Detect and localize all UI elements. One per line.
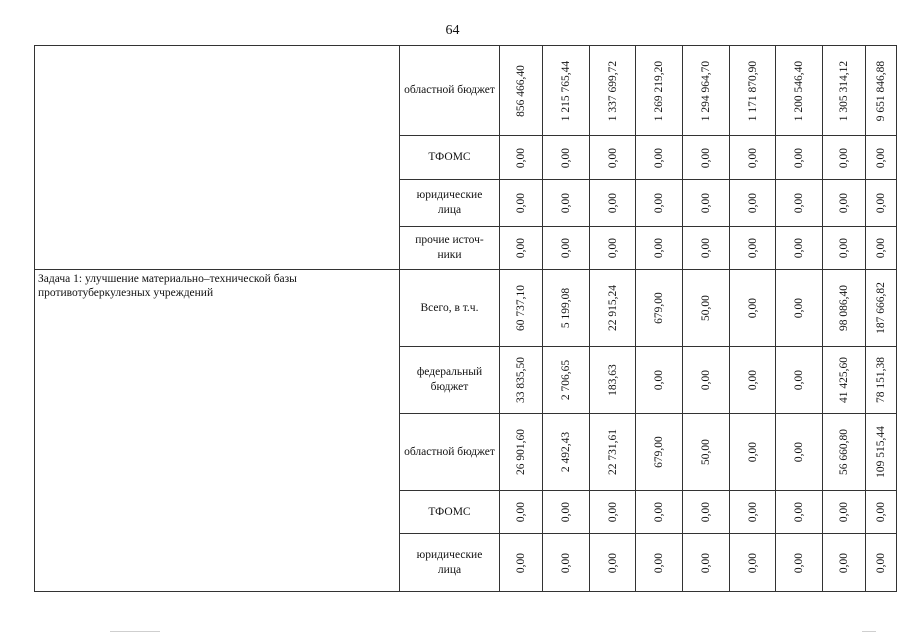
amount-cell <box>823 180 866 227</box>
amount-cell <box>500 347 543 414</box>
task-cell <box>35 46 400 270</box>
amount-cell <box>866 46 897 136</box>
amount-cell <box>500 180 543 227</box>
amount-value: 0,00 <box>653 501 665 523</box>
amount-cell <box>683 414 730 491</box>
amount-cell <box>590 534 636 592</box>
funding-source-cell: областной бюджет <box>400 414 500 491</box>
amount-value: 0,00 <box>515 237 527 259</box>
amount-cell <box>590 227 636 270</box>
amount-value: 1 215 765,44 <box>560 60 572 121</box>
amount-value: 0,00 <box>838 552 850 573</box>
amount-cell <box>683 180 730 227</box>
amount-value: 0,00 <box>793 552 805 573</box>
amount-value: 0,00 <box>746 297 759 319</box>
amount-cell <box>776 347 823 414</box>
amount-value: 0,00 <box>875 501 887 523</box>
amount-cell <box>636 180 683 227</box>
amount-cell <box>776 534 823 592</box>
amount-value: 0,00 <box>606 552 619 573</box>
amount-cell <box>500 534 543 592</box>
amount-value: 78 151,38 <box>875 357 887 403</box>
amount-value: 0,00 <box>560 237 572 259</box>
amount-value: 0,00 <box>875 147 887 168</box>
amount-value: 9 651 846,88 <box>875 60 887 121</box>
amount-value: 0,00 <box>793 369 805 391</box>
amount-value: 0,00 <box>515 552 527 573</box>
amount-cell <box>543 270 590 347</box>
table-row <box>35 46 897 136</box>
amount-value: 0,00 <box>515 147 527 168</box>
amount-value: 0,00 <box>746 237 759 259</box>
amount-cell <box>730 227 776 270</box>
amount-value: 98 086,40 <box>838 285 850 331</box>
amount-cell <box>543 491 590 534</box>
amount-value: 41 425,60 <box>838 357 850 403</box>
amount-value: 0,00 <box>515 192 527 214</box>
page-number: 64 <box>445 23 460 38</box>
amount-value: 183,63 <box>606 364 619 396</box>
amount-cell <box>776 227 823 270</box>
amount-value: 50,00 <box>700 295 712 321</box>
amount-cell <box>683 270 730 347</box>
amount-value: 856 466,40 <box>515 64 527 117</box>
amount-value: 0,00 <box>793 441 805 463</box>
amount-value: 50,00 <box>700 439 712 465</box>
amount-cell <box>866 180 897 227</box>
amount-value: 679,00 <box>653 292 665 324</box>
amount-cell <box>683 491 730 534</box>
amount-cell <box>500 46 543 136</box>
amount-value: 2 492,43 <box>560 431 572 473</box>
funding-source-cell: ТФОМС <box>400 491 500 534</box>
amount-cell <box>730 270 776 347</box>
amount-cell <box>866 414 897 491</box>
funding-source-cell: областной бюджет <box>400 46 500 136</box>
amount-cell <box>730 180 776 227</box>
amount-value: 0,00 <box>700 552 712 573</box>
amount-cell <box>500 414 543 491</box>
amount-value: 1 171 870,90 <box>746 60 759 121</box>
amount-value: 1 200 546,40 <box>793 60 805 121</box>
amount-cell <box>823 227 866 270</box>
amount-cell <box>636 534 683 592</box>
amount-cell <box>590 491 636 534</box>
amount-value: 0,00 <box>746 192 759 214</box>
amount-cell <box>730 491 776 534</box>
amount-cell <box>866 270 897 347</box>
amount-cell <box>543 227 590 270</box>
amount-value: 0,00 <box>515 501 527 523</box>
footer-mark-right <box>862 631 876 632</box>
amount-cell <box>866 534 897 592</box>
task-cell: Задача 1: улучшение материально–технической базы противотуберкулезных учреждений <box>35 270 400 592</box>
funding-source-cell: юридические лица <box>400 180 500 227</box>
amount-value: 0,00 <box>875 552 887 573</box>
amount-cell <box>823 491 866 534</box>
amount-value: 0,00 <box>700 237 712 259</box>
amount-value: 0,00 <box>875 237 887 259</box>
amount-value: 0,00 <box>793 297 805 319</box>
amount-cell <box>776 414 823 491</box>
amount-value: 5 199,08 <box>560 287 572 329</box>
amount-cell <box>683 227 730 270</box>
amount-value: 0,00 <box>560 147 572 168</box>
amount-cell <box>500 136 543 180</box>
amount-cell <box>776 491 823 534</box>
amount-value: 0,00 <box>700 369 712 391</box>
amount-value: 0,00 <box>653 237 665 259</box>
amount-cell <box>543 414 590 491</box>
amount-cell <box>590 180 636 227</box>
amount-cell <box>823 414 866 491</box>
amount-cell <box>776 270 823 347</box>
amount-value: 56 660,80 <box>838 429 850 475</box>
amount-value: 26 901,60 <box>515 429 527 475</box>
amount-cell <box>636 414 683 491</box>
amount-cell <box>636 347 683 414</box>
amount-cell <box>823 270 866 347</box>
amount-cell <box>636 136 683 180</box>
amount-value: 0,00 <box>838 237 850 259</box>
amount-cell <box>823 136 866 180</box>
amount-cell <box>776 46 823 136</box>
amount-cell <box>730 136 776 180</box>
amount-value: 0,00 <box>606 147 619 168</box>
amount-cell <box>866 347 897 414</box>
amount-cell <box>543 534 590 592</box>
amount-cell <box>730 414 776 491</box>
budget-table <box>34 45 897 592</box>
amount-cell <box>866 227 897 270</box>
amount-cell <box>543 46 590 136</box>
funding-source-cell: Всего, в т.ч. <box>400 270 500 347</box>
amount-cell <box>823 534 866 592</box>
amount-cell <box>636 227 683 270</box>
amount-cell <box>683 136 730 180</box>
amount-value: 0,00 <box>838 147 850 168</box>
amount-value: 187 666,82 <box>875 282 887 334</box>
amount-value: 0,00 <box>653 552 665 573</box>
amount-value: 0,00 <box>793 501 805 523</box>
funding-source-cell: федеральный бюджет <box>400 347 500 414</box>
amount-cell <box>590 270 636 347</box>
amount-cell <box>683 534 730 592</box>
funding-source-cell: юридические лица <box>400 534 500 592</box>
amount-value: 1 305 314,12 <box>838 60 850 121</box>
amount-cell <box>543 136 590 180</box>
amount-value: 0,00 <box>746 501 759 523</box>
amount-value: 0,00 <box>793 192 805 214</box>
amount-value: 0,00 <box>875 192 887 214</box>
amount-cell <box>590 46 636 136</box>
amount-value: 0,00 <box>838 192 850 214</box>
footer-mark-left <box>110 631 160 632</box>
amount-value: 60 737,10 <box>515 285 527 331</box>
table-row <box>35 270 897 347</box>
amount-value: 0,00 <box>746 147 759 168</box>
amount-cell <box>866 136 897 180</box>
amount-value: 0,00 <box>746 441 759 463</box>
amount-value: 0,00 <box>653 192 665 214</box>
amount-value: 22 731,61 <box>606 429 619 475</box>
amount-value: 0,00 <box>793 237 805 259</box>
amount-value: 0,00 <box>700 501 712 523</box>
funding-source-cell: ТФОМС <box>400 136 500 180</box>
amount-cell <box>500 227 543 270</box>
amount-cell <box>636 491 683 534</box>
amount-cell <box>636 46 683 136</box>
amount-value: 1 294 964,70 <box>700 60 712 121</box>
amount-value: 0,00 <box>746 369 759 391</box>
amount-cell <box>636 270 683 347</box>
amount-cell <box>590 136 636 180</box>
amount-value: 0,00 <box>838 501 850 523</box>
amount-value: 0,00 <box>560 192 572 214</box>
amount-value: 0,00 <box>700 147 712 168</box>
amount-value: 33 835,50 <box>515 357 527 403</box>
amount-value: 0,00 <box>653 369 665 391</box>
amount-cell <box>500 270 543 347</box>
amount-value: 0,00 <box>793 147 805 168</box>
amount-cell <box>543 180 590 227</box>
amount-cell <box>823 347 866 414</box>
amount-value: 0,00 <box>606 192 619 214</box>
amount-cell <box>683 347 730 414</box>
amount-cell <box>730 347 776 414</box>
amount-cell <box>776 180 823 227</box>
amount-value: 22 915,24 <box>606 285 619 331</box>
funding-source-cell: прочие источ-ники <box>400 227 500 270</box>
amount-cell <box>543 347 590 414</box>
amount-value: 0,00 <box>560 501 572 523</box>
amount-value: 0,00 <box>606 237 619 259</box>
amount-cell <box>730 534 776 592</box>
amount-value: 1 269 219,20 <box>653 60 665 121</box>
amount-cell <box>500 491 543 534</box>
amount-value: 0,00 <box>700 192 712 214</box>
amount-value: 0,00 <box>560 552 572 573</box>
amount-cell <box>823 46 866 136</box>
amount-value: 0,00 <box>653 147 665 168</box>
amount-value: 679,00 <box>653 436 665 468</box>
amount-cell <box>730 46 776 136</box>
amount-value: 1 337 699,72 <box>606 60 619 121</box>
amount-value: 0,00 <box>606 501 619 523</box>
amount-value: 109 515,44 <box>875 426 887 478</box>
amount-value: 0,00 <box>746 552 759 573</box>
amount-cell <box>683 46 730 136</box>
amount-cell <box>866 491 897 534</box>
amount-value: 2 706,65 <box>560 359 572 401</box>
amount-cell <box>590 414 636 491</box>
amount-cell <box>776 136 823 180</box>
amount-cell <box>590 347 636 414</box>
